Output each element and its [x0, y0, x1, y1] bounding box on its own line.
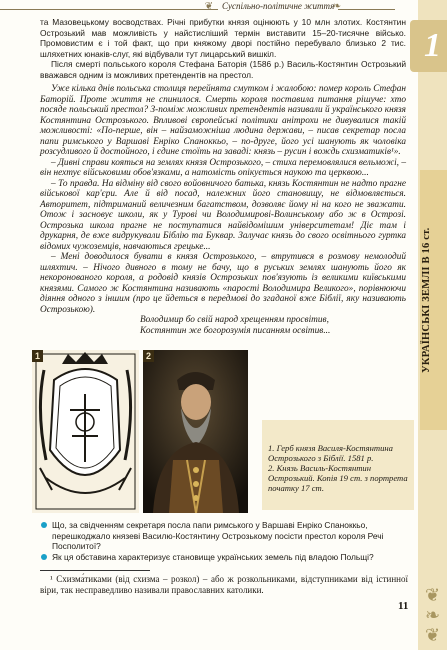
narrative-paragraph: Уже кілька днів польська столиця перейнята смутком і жалобою: помер король Стефан Баторій. Проте життя не спинилося. Смерть короля поставила питання рішуче: хто посяде польський престол? З-поміж можливих претендентів називали й українського князя Костянтина Острозького. Впливові європейські політики анітрохи не дивувалися такій можливості: «По-перше, він – найзаможніша людина держави, – писав секретар посла папи римського у Варшаві Енріко Спаноккьо, – по-друге, його усі шанують як чоловіка розсудливого й достойного, і єдине стоїть на заваді: князь – русин і вождь схизматиків¹». — [40, 84, 406, 157]
narrative-paragraph: – То правда. На відміну від свого войовничого батька, князь Костянтин не надто прагне військової кар'єри. Але й від посад, належних його становищу, не відмовляється. Авторитет, підтриманий величезним багатством, дозволяє йому ні на кого не зважати. Отож і засновує школи, як у Турові чи Володимирові-Волинському або ж в Острозі. Острозька школа прагне не поступатися найвідомішим університетам! Діє там і друкарня, де вже видрукували Біблію та Буквар. Залучає князь до свого освітнього гуртка відомих чужоземців, навчаються грецьке... — [40, 178, 406, 252]
narrative-paragraph: – Дивні справи кояться на землях князя Острозького, – стиха перемовлялися вельможі, – він нехтує військовими обов'язками, а натомість опікується наукою та церквою... — [40, 157, 406, 178]
question-text: Що, за свідченням секретаря посла папи римського у Варшаві Енріко Спаноккьо, перешкоджало князеві Василю-Костянтину Острозькому посісти престол короля Речі Посполитої? — [52, 520, 384, 552]
verse-line: Володимир бо свій народ хрещенням просвітив, — [140, 315, 329, 325]
header-ornament-icon: ❧ — [332, 1, 342, 12]
question-item — [40, 552, 410, 563]
paragraph: Після смерті польського короля Стефана Баторія (1586 р.) Василь-Костянтин Острозький вважався одним із можливих претендентів на престол. — [40, 59, 406, 80]
caption-line: 1. Герб князя Василя-Костянтина Острозького з Біблії. 1581 р. — [268, 443, 393, 463]
footnote: ¹ Схизма́тиками (від схизма – розкол) – або ж розкольниками, відступниками від істинної віри, так несправедливо називали православних католики. — [40, 574, 408, 595]
header-ornament-icon: ❦ — [204, 1, 214, 12]
question-bullet-icon — [41, 554, 47, 560]
figure-badge: 1 — [32, 350, 43, 362]
question-bullet-icon — [41, 522, 47, 528]
page-number: 11 — [398, 600, 409, 612]
chapter-number: 1 — [424, 27, 441, 64]
question-item — [40, 520, 410, 552]
intro-text — [40, 17, 406, 81]
footnote-rule — [40, 570, 150, 571]
coat-of-arms-image — [32, 350, 139, 513]
narrative-paragraph: – Мені доводилося бувати в князя Острозького, – втрутився в розмову немолодий шляхтич. – Нічого дивного в тому не бачу, що в руських землях шанують його як некоронованого короля, а родовід князів Острозьких пов'язують із великими київськими князями. Самого ж Костянтина називають «парості Володимира Великого», порівнюючи діяння одного з іншим (про це йдеться в передмові до згаданої вже Біблії, яку називають Острозькою). — [40, 252, 406, 315]
page-header — [0, 0, 447, 16]
questions-list — [40, 520, 410, 562]
caption-line: 2. Князь Василь-Костянтин Острозький. Копія 19 ст. з портрета початку 17 ст. — [268, 463, 408, 493]
question-text: Як ця обставина характеризує становище українських земель під владою Польщі? — [52, 551, 374, 562]
figure-badge: 2 — [143, 350, 154, 362]
paragraph: та Мазовецькому восводствах. Річні прибутки князя оцінюють у 10 млн злотих. Костянтин Острозький мав можливість у найстисліший термін виставити 15–20-тисячне військо. Промовистим є і той факт, що при княжому дворі постійно перебувало близько 2 тис. шляхетних юнаків-слуг, які відбували тут лицарський вишкіл. — [40, 17, 406, 59]
header-title: Суспільно-політичне життя — [218, 1, 338, 11]
sidebar-ornament-icon: ❦ ❧ ❦ — [424, 585, 441, 646]
figure-caption — [268, 443, 412, 493]
section-title: УКРАЇНСЬКІ ЗЕМЛІ В 16 ст. — [421, 227, 432, 373]
portrait-image — [143, 350, 248, 513]
narrative-block — [40, 84, 406, 336]
verse-line: Костянтин же богорозумія писанням освітив... — [140, 325, 331, 336]
